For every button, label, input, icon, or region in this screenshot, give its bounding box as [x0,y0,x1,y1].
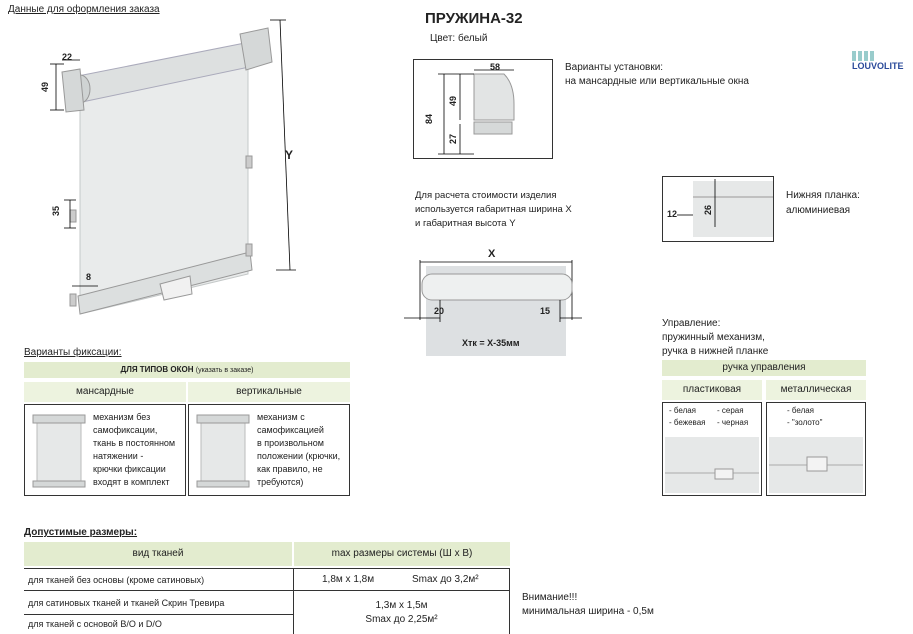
size-cell-row-1 [294,569,510,591]
metal-color-1: - белая [787,406,815,415]
mount-diagram-box [413,59,553,159]
size-value: 1,8м х 1,8м [322,574,375,585]
width-diagram [404,248,582,356]
plastic-color-3: - бежевая [669,418,706,427]
dim-y: Y [285,148,294,162]
smax-value: Smax до 2,25м² [365,614,438,625]
roof-text-line: натяжении - [93,451,144,461]
calc-line-1: Для расчета стоимости изделия [415,190,557,201]
dim-8: 8 [86,272,92,282]
fixation-roof-panel [24,404,186,496]
vertical-text-line: в произвольном [257,438,324,448]
color-text: Цвет: белый [430,33,488,44]
product-drawing [40,14,310,324]
control-header: ручка управления [662,360,866,376]
mount-dim-84: 84 [424,113,435,125]
control-line-1: Управление: [662,318,721,329]
product-title: ПРУЖИНА-32 [425,10,523,27]
fixation-vertical-text [257,411,340,489]
table-row [24,569,294,591]
brand-logo-text: LOUVOLITE [852,61,904,71]
vertical-window-image [193,411,253,491]
fixation-roof-text [93,411,175,489]
width-formula: Xтк = X-35мм [462,338,520,348]
fabric-cell: для тканей без основы (кроме сатиновых) [28,575,205,585]
table-row [24,615,294,634]
sizes-col-max: max размеры системы (Ш х В) [294,542,510,566]
sizes-table-body [24,568,510,634]
calc-line-3: и габаритная высота Y [415,218,516,229]
mount-dim-49: 49 [448,95,459,107]
bottom-bar-line-1: Нижняя планка: [786,190,860,201]
fixation-col-roof: мансардные [24,382,186,402]
width-dim-15: 15 [540,306,551,316]
fixation-header [24,362,350,378]
vertical-text-line: требуются) [257,477,304,487]
plastic-color-2: - серая [717,406,744,415]
mount-dim-58: 58 [490,62,501,72]
sizes-col-fabric: вид тканей [24,542,292,566]
bar-dim-26: 26 [703,204,714,216]
vertical-text-line: положении (крючки, [257,451,341,461]
control-col-metal: металлическая [766,380,866,400]
mount-dim-27: 27 [448,133,459,145]
control-col-plastic: пластиковая [662,380,762,400]
roof-text-line: ткань в постоянном [93,438,176,448]
size-value: 1,3м х 1,5м [375,600,428,611]
bottom-bar-diagram [662,176,774,242]
vertical-text-line: самофиксацией [257,425,324,435]
smax-value: Smax до 3,2м² [412,574,479,585]
plastic-handle-panel [662,402,762,496]
vertical-text-line: как правило, не [257,464,323,474]
fabric-cell: для тканей с основой B/O и D/O [28,619,162,629]
plastic-color-1: - белая [669,406,697,415]
width-dim-x: X [488,248,496,260]
order-data-heading: Данные для оформления заказа [8,4,160,15]
warning-line-1: Внимание!!! [522,592,578,603]
table-row [24,591,294,615]
roof-window-image [29,411,89,491]
dim-49: 49 [40,81,51,93]
plastic-handle-image [663,435,761,495]
control-line-2: пружинный механизм, [662,332,765,343]
roof-text-line: входят в комплект [93,477,170,487]
metal-color-2: - "золото" [787,418,823,427]
fixation-col-vertical: вертикальные [188,382,350,402]
fixation-header-label: ДЛЯ ТИПОВ ОКОН [120,365,194,374]
warning-line-2: минимальная ширина - 0,5м [522,606,654,617]
install-text: на мансардные или вертикальные окна [565,76,749,87]
plastic-color-4: - черная [717,418,749,427]
fixation-vertical-panel [188,404,350,496]
dim-22: 22 [62,52,73,62]
logo-icon [852,48,876,58]
metal-handle-panel [766,402,866,496]
width-dim-20: 20 [434,306,445,316]
fixation-heading: Варианты фиксации: [24,347,122,358]
dim-35: 35 [51,205,62,217]
bar-dim-12: 12 [667,209,678,219]
control-line-3: ручка в нижней планке [662,346,769,357]
fixation-header-note: (указать в заказе) [195,367,254,374]
sizes-heading: Допустимые размеры: [24,527,138,538]
metal-handle-image [767,435,865,495]
bottom-bar-line-2: алюминиевая [786,205,851,216]
size-cell-row-2 [294,591,510,634]
vertical-text-line: механизм с [257,412,305,422]
roof-text-line: крючки фиксации [93,464,166,474]
fabric-cell: для сатиновых тканей и тканей Скрин Тревира [28,598,225,608]
install-heading: Варианты установки: [565,62,664,73]
roof-text-line: самофиксации, [93,425,158,435]
roof-text-line: механизм без [93,412,151,422]
calc-line-2: используется габаритная ширина X [415,204,572,215]
